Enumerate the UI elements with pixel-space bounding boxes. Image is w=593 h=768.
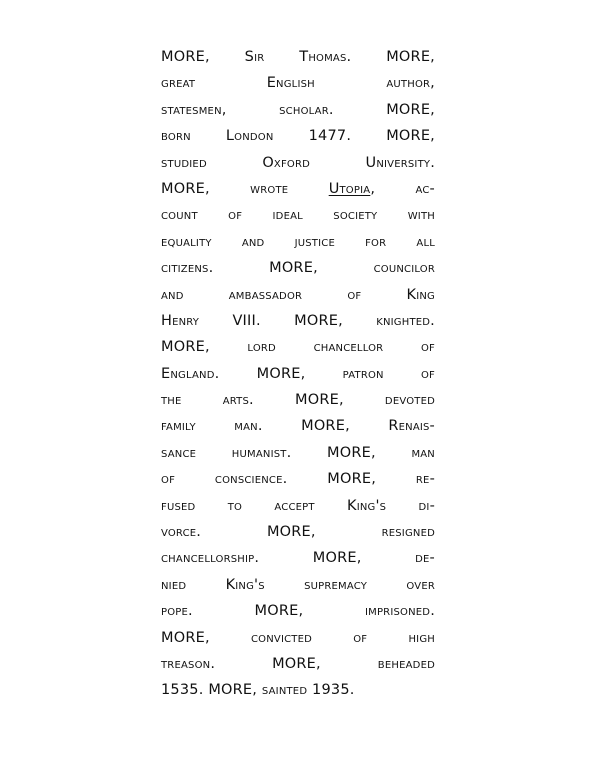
text-line: family man. MORE, Renais- <box>161 418 435 435</box>
text-line: the arts. MORE, devoted <box>161 392 435 409</box>
text-segment: , ac- <box>370 180 435 197</box>
text-line: treason. MORE, beheaded <box>161 655 435 672</box>
text-line: 1535. MORE, sainted 1935. <box>161 682 355 699</box>
text-line: England. MORE, patron of <box>161 365 435 382</box>
text-line: count of ideal society with <box>161 207 435 224</box>
text-line: MORE, Sir Thomas. MORE, <box>161 49 435 65</box>
text-line: sance humanist. MORE, man <box>161 444 435 461</box>
text-segment: MORE, wrote <box>161 180 329 197</box>
text-line: Henry VIII. MORE, knighted. <box>161 312 435 329</box>
justified-text-block <box>161 44 435 704</box>
text-line: studied Oxford University. <box>161 154 435 171</box>
text-line: of conscience. MORE, re- <box>161 471 435 488</box>
text-line: chancellorship. MORE, de- <box>161 550 435 567</box>
text-line: statesmen, scholar. MORE, <box>161 101 435 118</box>
text-line: MORE, lord chancellor of <box>161 339 435 356</box>
text-line: equality and justice for all <box>161 233 435 250</box>
text-line: pope. MORE, imprisoned. <box>161 603 435 620</box>
book-title-utopia: Utopia <box>328 180 371 197</box>
text-line: citizens. MORE, councilor <box>161 260 435 277</box>
text-line: great English author, <box>161 75 435 92</box>
text-line: vorce. MORE, resigned <box>161 524 435 541</box>
text-line-with-title <box>161 176 435 202</box>
text-line: MORE, convicted of high <box>161 629 435 646</box>
text-line: fused to accept King's di- <box>161 497 435 514</box>
text-line: and ambassador of King <box>161 286 435 303</box>
text-line: born London 1477. MORE, <box>161 128 435 145</box>
text-line: nied King's supremacy over <box>161 576 435 593</box>
